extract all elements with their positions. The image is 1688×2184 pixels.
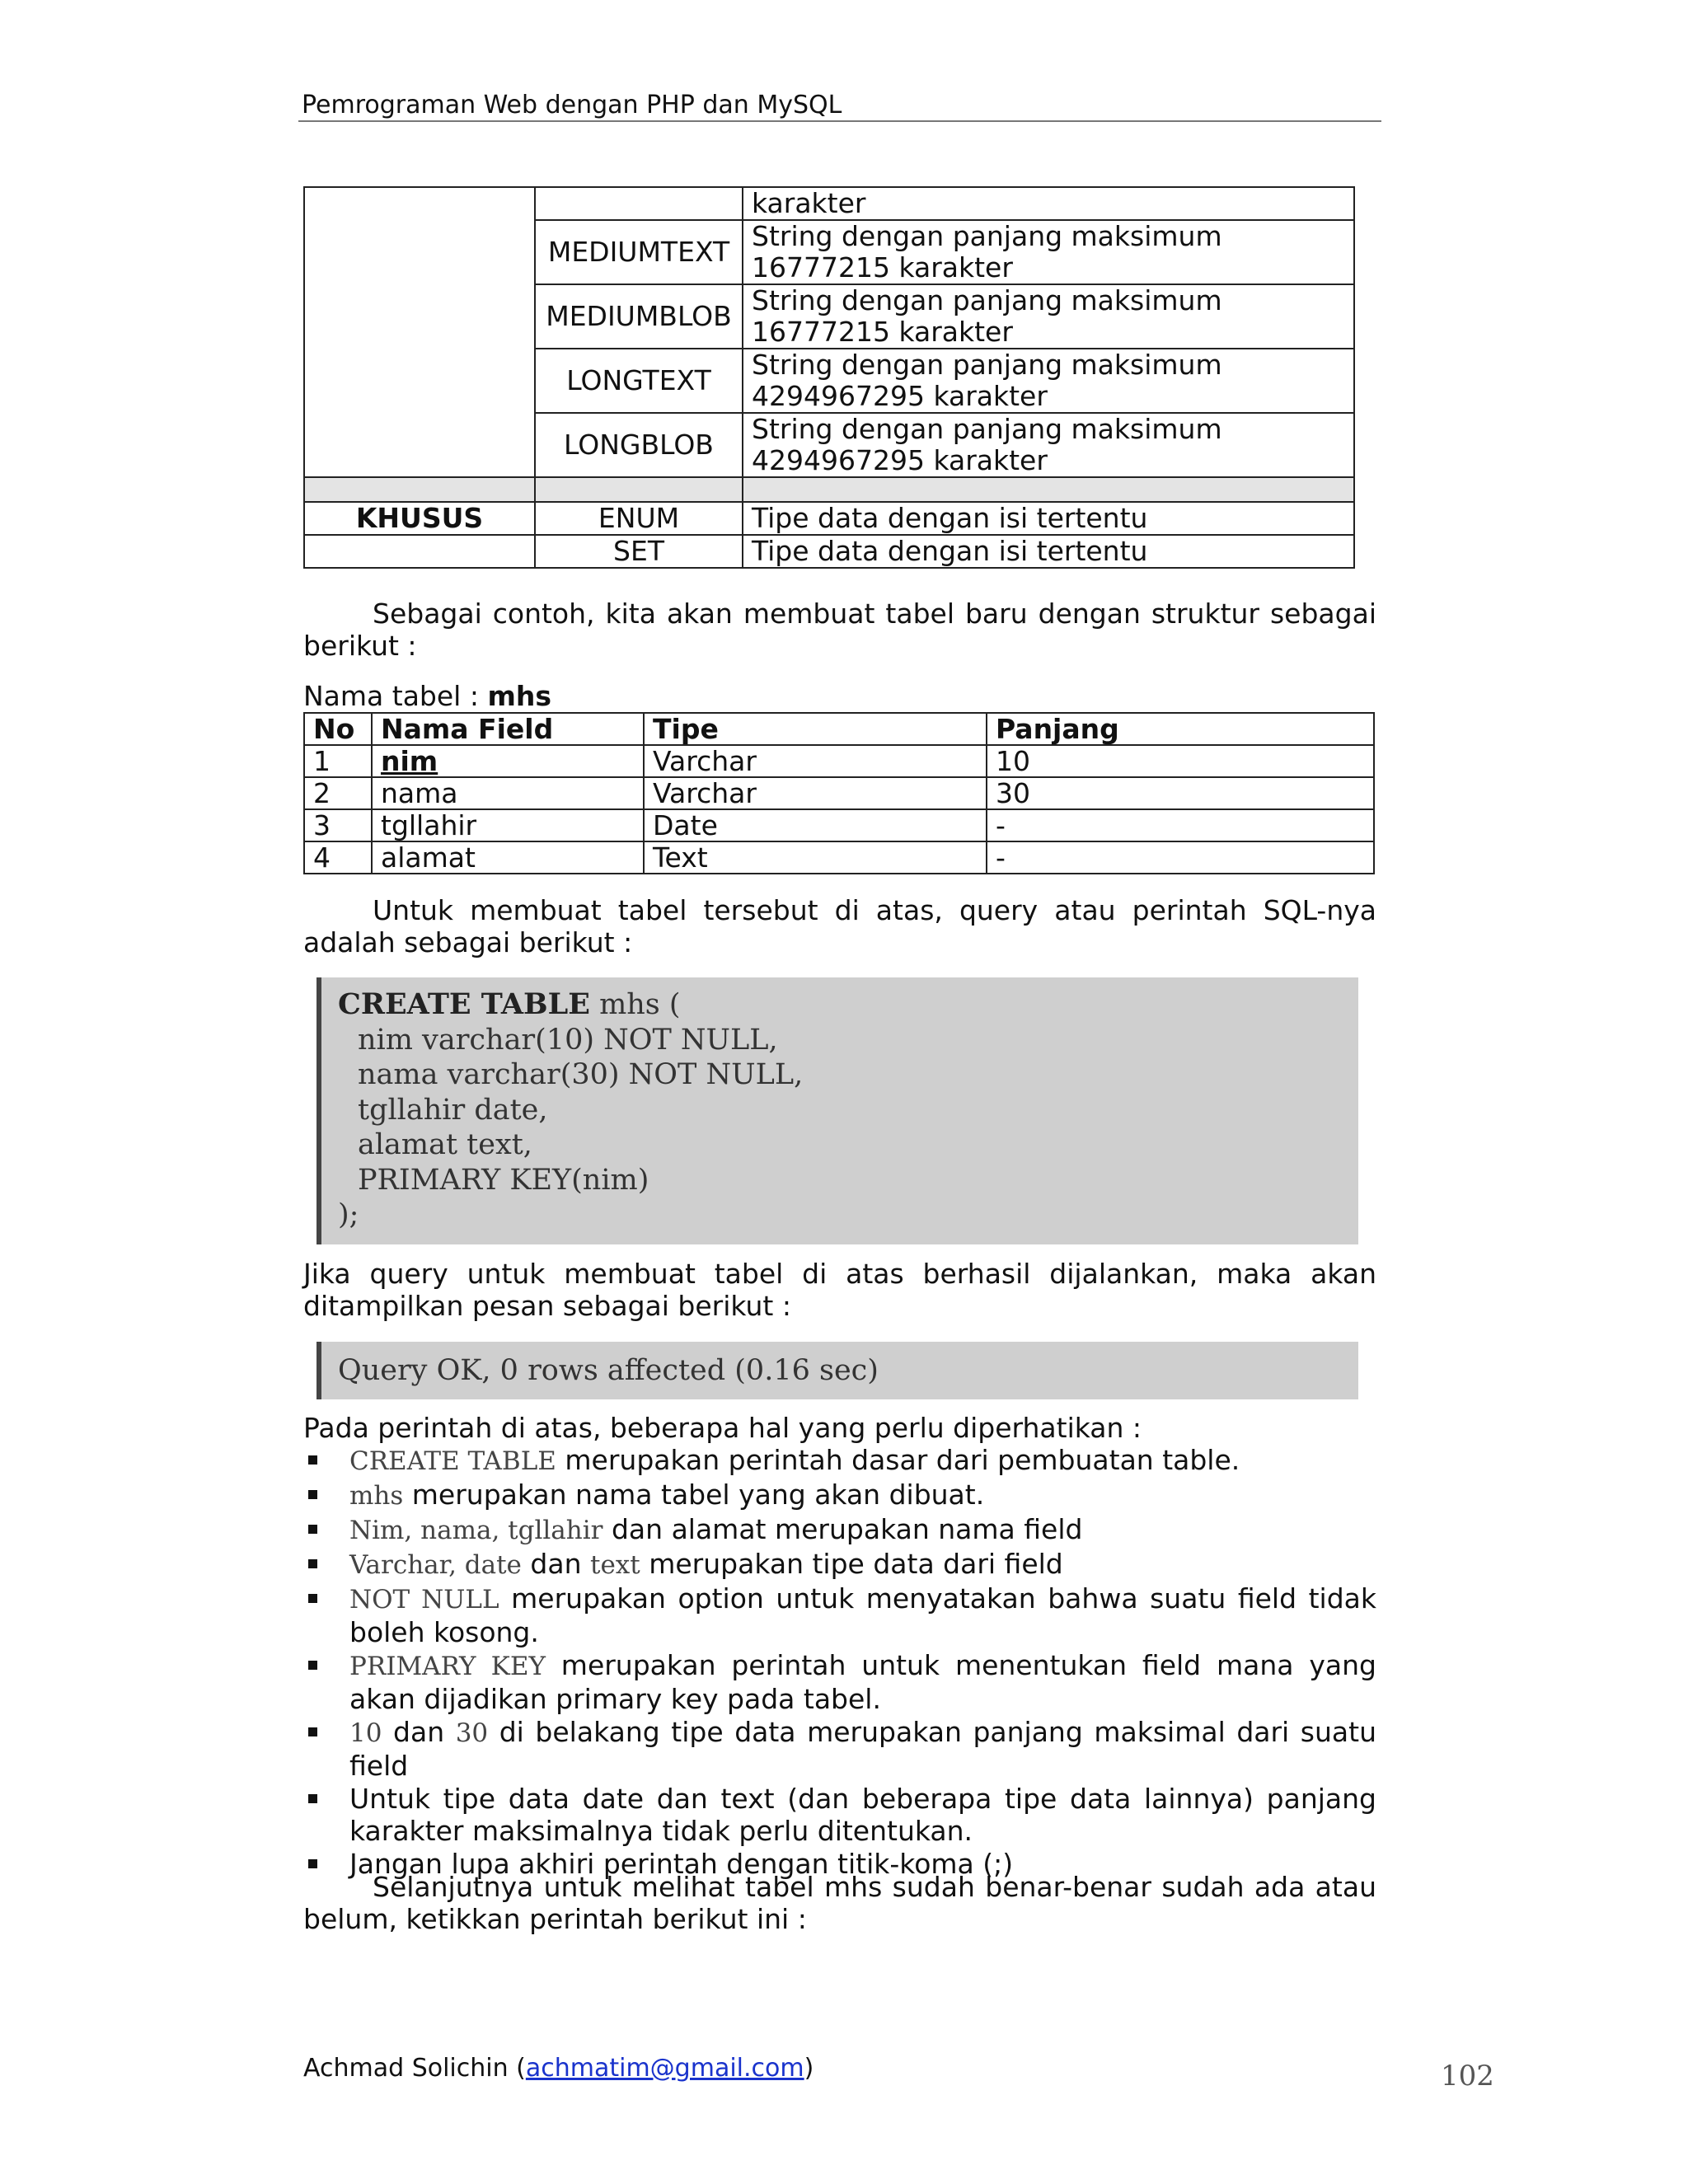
primary-key-field: nim bbox=[381, 745, 438, 777]
note-text: Untuk tipe data date dan text (dan beberapa tipe data lainnya) panjang karakter maksimalnya tidak perlu ditentukan. bbox=[349, 1783, 1376, 1847]
table-cell: Varchar bbox=[644, 745, 987, 777]
description-cell: String dengan panjang maksimum 4294967295 karakter bbox=[743, 413, 1354, 477]
column-header: Nama Field bbox=[372, 713, 644, 745]
category-cell bbox=[304, 477, 535, 502]
table-row bbox=[304, 777, 1374, 809]
description-cell: String dengan panjang maksimum 16777215 karakter bbox=[743, 284, 1354, 349]
note-text: merupakan perintah dasar dari pembuatan table. bbox=[556, 1444, 1240, 1476]
type-cell: MEDIUMTEXT bbox=[535, 220, 743, 284]
types-table-row bbox=[304, 502, 1354, 535]
types-table-row bbox=[304, 535, 1354, 568]
fields-table-header-row bbox=[304, 713, 1374, 745]
column-header: No bbox=[304, 713, 372, 745]
create-table-code bbox=[316, 977, 1358, 1244]
table-name-label: Nama tabel : bbox=[303, 680, 488, 712]
column-header: Panjang bbox=[987, 713, 1374, 745]
types-table-row bbox=[304, 187, 1354, 220]
table-name-value: mhs bbox=[487, 680, 551, 712]
code-body-lines bbox=[338, 1023, 1358, 1198]
table-row bbox=[304, 809, 1374, 841]
table-cell: 10 bbox=[987, 745, 1374, 777]
note-item bbox=[303, 1444, 1376, 1478]
type-cell bbox=[535, 187, 743, 220]
type-cell: LONGBLOB bbox=[535, 413, 743, 477]
code-line: CREATE TABLE mhs ( bbox=[338, 987, 681, 1021]
description-cell: Tipe data dengan isi tertentu bbox=[743, 535, 1354, 568]
table-cell: Text bbox=[644, 841, 987, 874]
note-text: dan alamat merupakan nama field bbox=[603, 1513, 1083, 1545]
table-cell: Varchar bbox=[644, 777, 987, 809]
description-cell: Tipe data dengan isi tertentu bbox=[743, 502, 1354, 535]
types-table-row bbox=[304, 477, 1354, 502]
query-intro-paragraph: Untuk membuat tabel tersebut di atas, query atau perintah SQL-nya adalah sebagai berikut : bbox=[303, 894, 1376, 958]
page-number: 102 bbox=[1441, 2060, 1494, 2093]
fields-table-body bbox=[304, 713, 1374, 874]
table-cell: Date bbox=[644, 809, 987, 841]
author-email-link[interactable]: achmatim@gmail.com bbox=[525, 2054, 804, 2083]
type-cell: SET bbox=[535, 535, 743, 568]
note-item bbox=[303, 1716, 1376, 1782]
note-item bbox=[303, 1649, 1376, 1715]
note-text: Jangan lupa akhiri perintah dengan titik-koma (;) bbox=[349, 1848, 1014, 1880]
note-code: Nim, nama, tgllahir bbox=[349, 1516, 603, 1545]
table-cell: 30 bbox=[987, 777, 1374, 809]
table-name-line bbox=[303, 680, 551, 712]
note-code: PRIMARY KEY bbox=[349, 1652, 546, 1681]
note-text: dan bbox=[521, 1548, 590, 1580]
table-cell: 1 bbox=[304, 745, 372, 777]
fields-table bbox=[303, 712, 1375, 874]
table-row bbox=[304, 745, 1374, 777]
note-text: merupakan option untuk menyatakan bahwa suatu field tidak boleh kosong. bbox=[349, 1582, 1376, 1648]
note-item bbox=[303, 1513, 1376, 1547]
description-cell bbox=[743, 477, 1354, 502]
note-item bbox=[303, 1548, 1376, 1582]
success-intro-paragraph: Jika query untuk membuat tabel di atas berhasil dijalankan, maka akan ditampilkan pesan sebagai berikut : bbox=[303, 1258, 1376, 1322]
table-cell bbox=[372, 745, 644, 777]
description-cell: String dengan panjang maksimum 4294967295 karakter bbox=[743, 349, 1354, 413]
code-line: alamat text, bbox=[358, 1128, 532, 1161]
column-header: Tipe bbox=[644, 713, 987, 745]
query-result-code: Query OK, 0 rows affected (0.16 sec) bbox=[316, 1342, 1358, 1399]
note-text: merupakan perintah untuk menentukan field mana yang akan dijadikan primary key pada tabel. bbox=[349, 1649, 1376, 1715]
note-code: 10 bbox=[349, 1718, 382, 1748]
description-cell: String dengan panjang maksimum 16777215 karakter bbox=[743, 220, 1354, 284]
note-text: di belakang tipe data merupakan panjang maksimal dari suatu field bbox=[349, 1716, 1376, 1782]
note-code: CREATE TABLE bbox=[349, 1446, 556, 1476]
code-keyword: CREATE TABLE bbox=[338, 987, 590, 1021]
note-text: dan bbox=[382, 1716, 456, 1748]
note-item bbox=[303, 1582, 1376, 1648]
note-text: merupakan nama tabel yang akan dibuat. bbox=[403, 1479, 985, 1511]
table-cell: 3 bbox=[304, 809, 372, 841]
data-types-table bbox=[303, 186, 1355, 569]
notes-list bbox=[303, 1444, 1376, 1881]
note-code: 30 bbox=[455, 1718, 489, 1748]
type-cell: MEDIUMBLOB bbox=[535, 284, 743, 349]
table-cell: tgllahir bbox=[372, 809, 644, 841]
category-cell bbox=[304, 535, 535, 568]
note-item bbox=[303, 1783, 1376, 1847]
type-cell: ENUM bbox=[535, 502, 743, 535]
intro-paragraph: Sebagai contoh, kita akan membuat tabel baru dengan struktur sebagai berikut : bbox=[303, 598, 1376, 662]
note-code: text bbox=[589, 1550, 640, 1580]
table-cell: 2 bbox=[304, 777, 372, 809]
code-line: nim varchar(10) NOT NULL, bbox=[358, 1023, 778, 1057]
category-cell: KHUSUS bbox=[304, 502, 535, 535]
category-cell bbox=[304, 187, 535, 477]
code-closing: ); bbox=[338, 1198, 359, 1231]
code-line: PRIMARY KEY(nim) bbox=[358, 1163, 649, 1197]
code-line: tgllahir date, bbox=[358, 1093, 548, 1127]
note-code: Varchar, date bbox=[349, 1550, 522, 1580]
note-text: merupakan tipe data dari field bbox=[640, 1548, 1063, 1580]
table-cell: alamat bbox=[372, 841, 644, 874]
notes-intro: Pada perintah di atas, beberapa hal yang perlu diperhatikan : bbox=[303, 1412, 1142, 1444]
table-cell: nama bbox=[372, 777, 644, 809]
note-item bbox=[303, 1479, 1376, 1512]
note-code: mhs bbox=[349, 1481, 404, 1511]
data-types-table-body bbox=[304, 187, 1354, 568]
table-cell: - bbox=[987, 809, 1374, 841]
table-cell: - bbox=[987, 841, 1374, 874]
note-code: NOT NULL bbox=[349, 1585, 499, 1615]
header-rule bbox=[298, 120, 1381, 122]
table-cell: 4 bbox=[304, 841, 372, 874]
running-header: Pemrograman Web dengan PHP dan MySQL bbox=[302, 91, 842, 120]
table-row bbox=[304, 841, 1374, 874]
description-cell: karakter bbox=[743, 187, 1354, 220]
code-line: nama varchar(30) NOT NULL, bbox=[358, 1058, 804, 1091]
footer-author: Achmad Solichin (achmatim@gmail.com) bbox=[303, 2054, 814, 2083]
closing-paragraph: Selanjutnya untuk melihat tabel mhs sudah benar-benar sudah ada atau belum, ketikkan perintah berikut ini : bbox=[303, 1871, 1376, 1935]
type-cell: LONGTEXT bbox=[535, 349, 743, 413]
type-cell bbox=[535, 477, 743, 502]
